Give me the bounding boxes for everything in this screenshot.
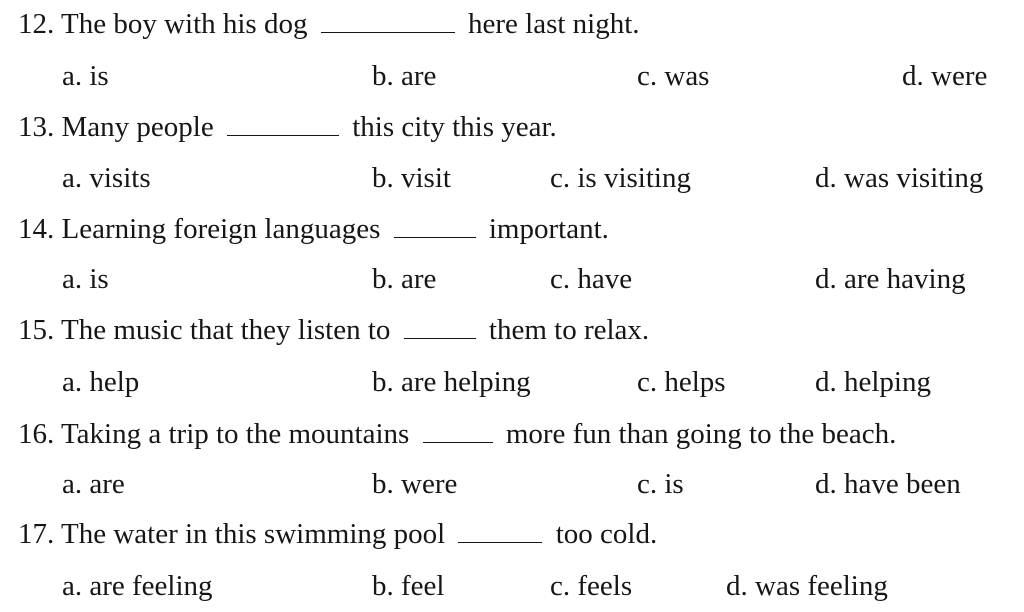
option-a: a. is [62, 60, 109, 92]
answer-blank [227, 134, 339, 136]
question-text-after: too cold. [555, 518, 658, 550]
question-16 [18, 420, 896, 449]
option-b: b. visit [372, 162, 451, 194]
option-d: d. have been [815, 468, 961, 500]
question-text-after: more fun than going to the beach. [505, 418, 897, 450]
question-number: 12. [18, 8, 55, 40]
question-text-before: Taking a trip to the mountains [60, 418, 410, 450]
option-d: d. were [902, 60, 988, 92]
option-c: c. have [550, 263, 633, 295]
option-c: c. feels [550, 570, 633, 602]
question-12 [18, 10, 640, 39]
question-text-before: Learning foreign languages [61, 213, 381, 245]
option-c: c. is [637, 468, 684, 500]
question-text-after: important. [488, 213, 609, 245]
question-text-after: here last night. [467, 8, 640, 40]
answer-blank [394, 236, 476, 238]
answer-blank [404, 337, 476, 339]
option-b: b. are helping [372, 366, 531, 398]
answer-blank [458, 541, 542, 543]
option-b: b. were [372, 468, 458, 500]
option-d: d. was feeling [726, 570, 888, 602]
question-text-before: The music that they listen to [60, 314, 391, 346]
option-b: b. are [372, 263, 437, 295]
option-d: d. are having [815, 263, 966, 295]
question-text-before: The boy with his dog [60, 8, 308, 40]
option-d: d. was visiting [815, 162, 984, 194]
option-c: c. was [637, 60, 710, 92]
question-14 [18, 215, 609, 244]
option-d: d. helping [815, 366, 931, 398]
option-b: b. feel [372, 570, 445, 602]
option-a: a. help [62, 366, 140, 398]
question-number: 16. [18, 418, 55, 450]
question-text-after: this city this year. [352, 111, 557, 143]
option-a: a. is [62, 263, 109, 295]
question-text-before: Many people [61, 111, 214, 143]
option-a: a. are feeling [62, 570, 213, 602]
question-17 [18, 520, 657, 549]
question-number: 13. [18, 111, 55, 143]
question-15 [18, 316, 649, 345]
answer-blank [321, 31, 455, 33]
option-a: a. are [62, 468, 125, 500]
option-c: c. is visiting [550, 162, 691, 194]
option-a: a. visits [62, 162, 151, 194]
question-text-before: The water in this swimming pool [60, 518, 446, 550]
question-number: 15. [18, 314, 55, 346]
option-c: c. helps [637, 366, 726, 398]
question-number: 14. [18, 213, 55, 245]
question-number: 17. [18, 518, 55, 550]
question-text-after: them to relax. [488, 314, 650, 346]
option-b: b. are [372, 60, 437, 92]
question-13 [18, 113, 557, 142]
answer-blank [423, 441, 493, 443]
